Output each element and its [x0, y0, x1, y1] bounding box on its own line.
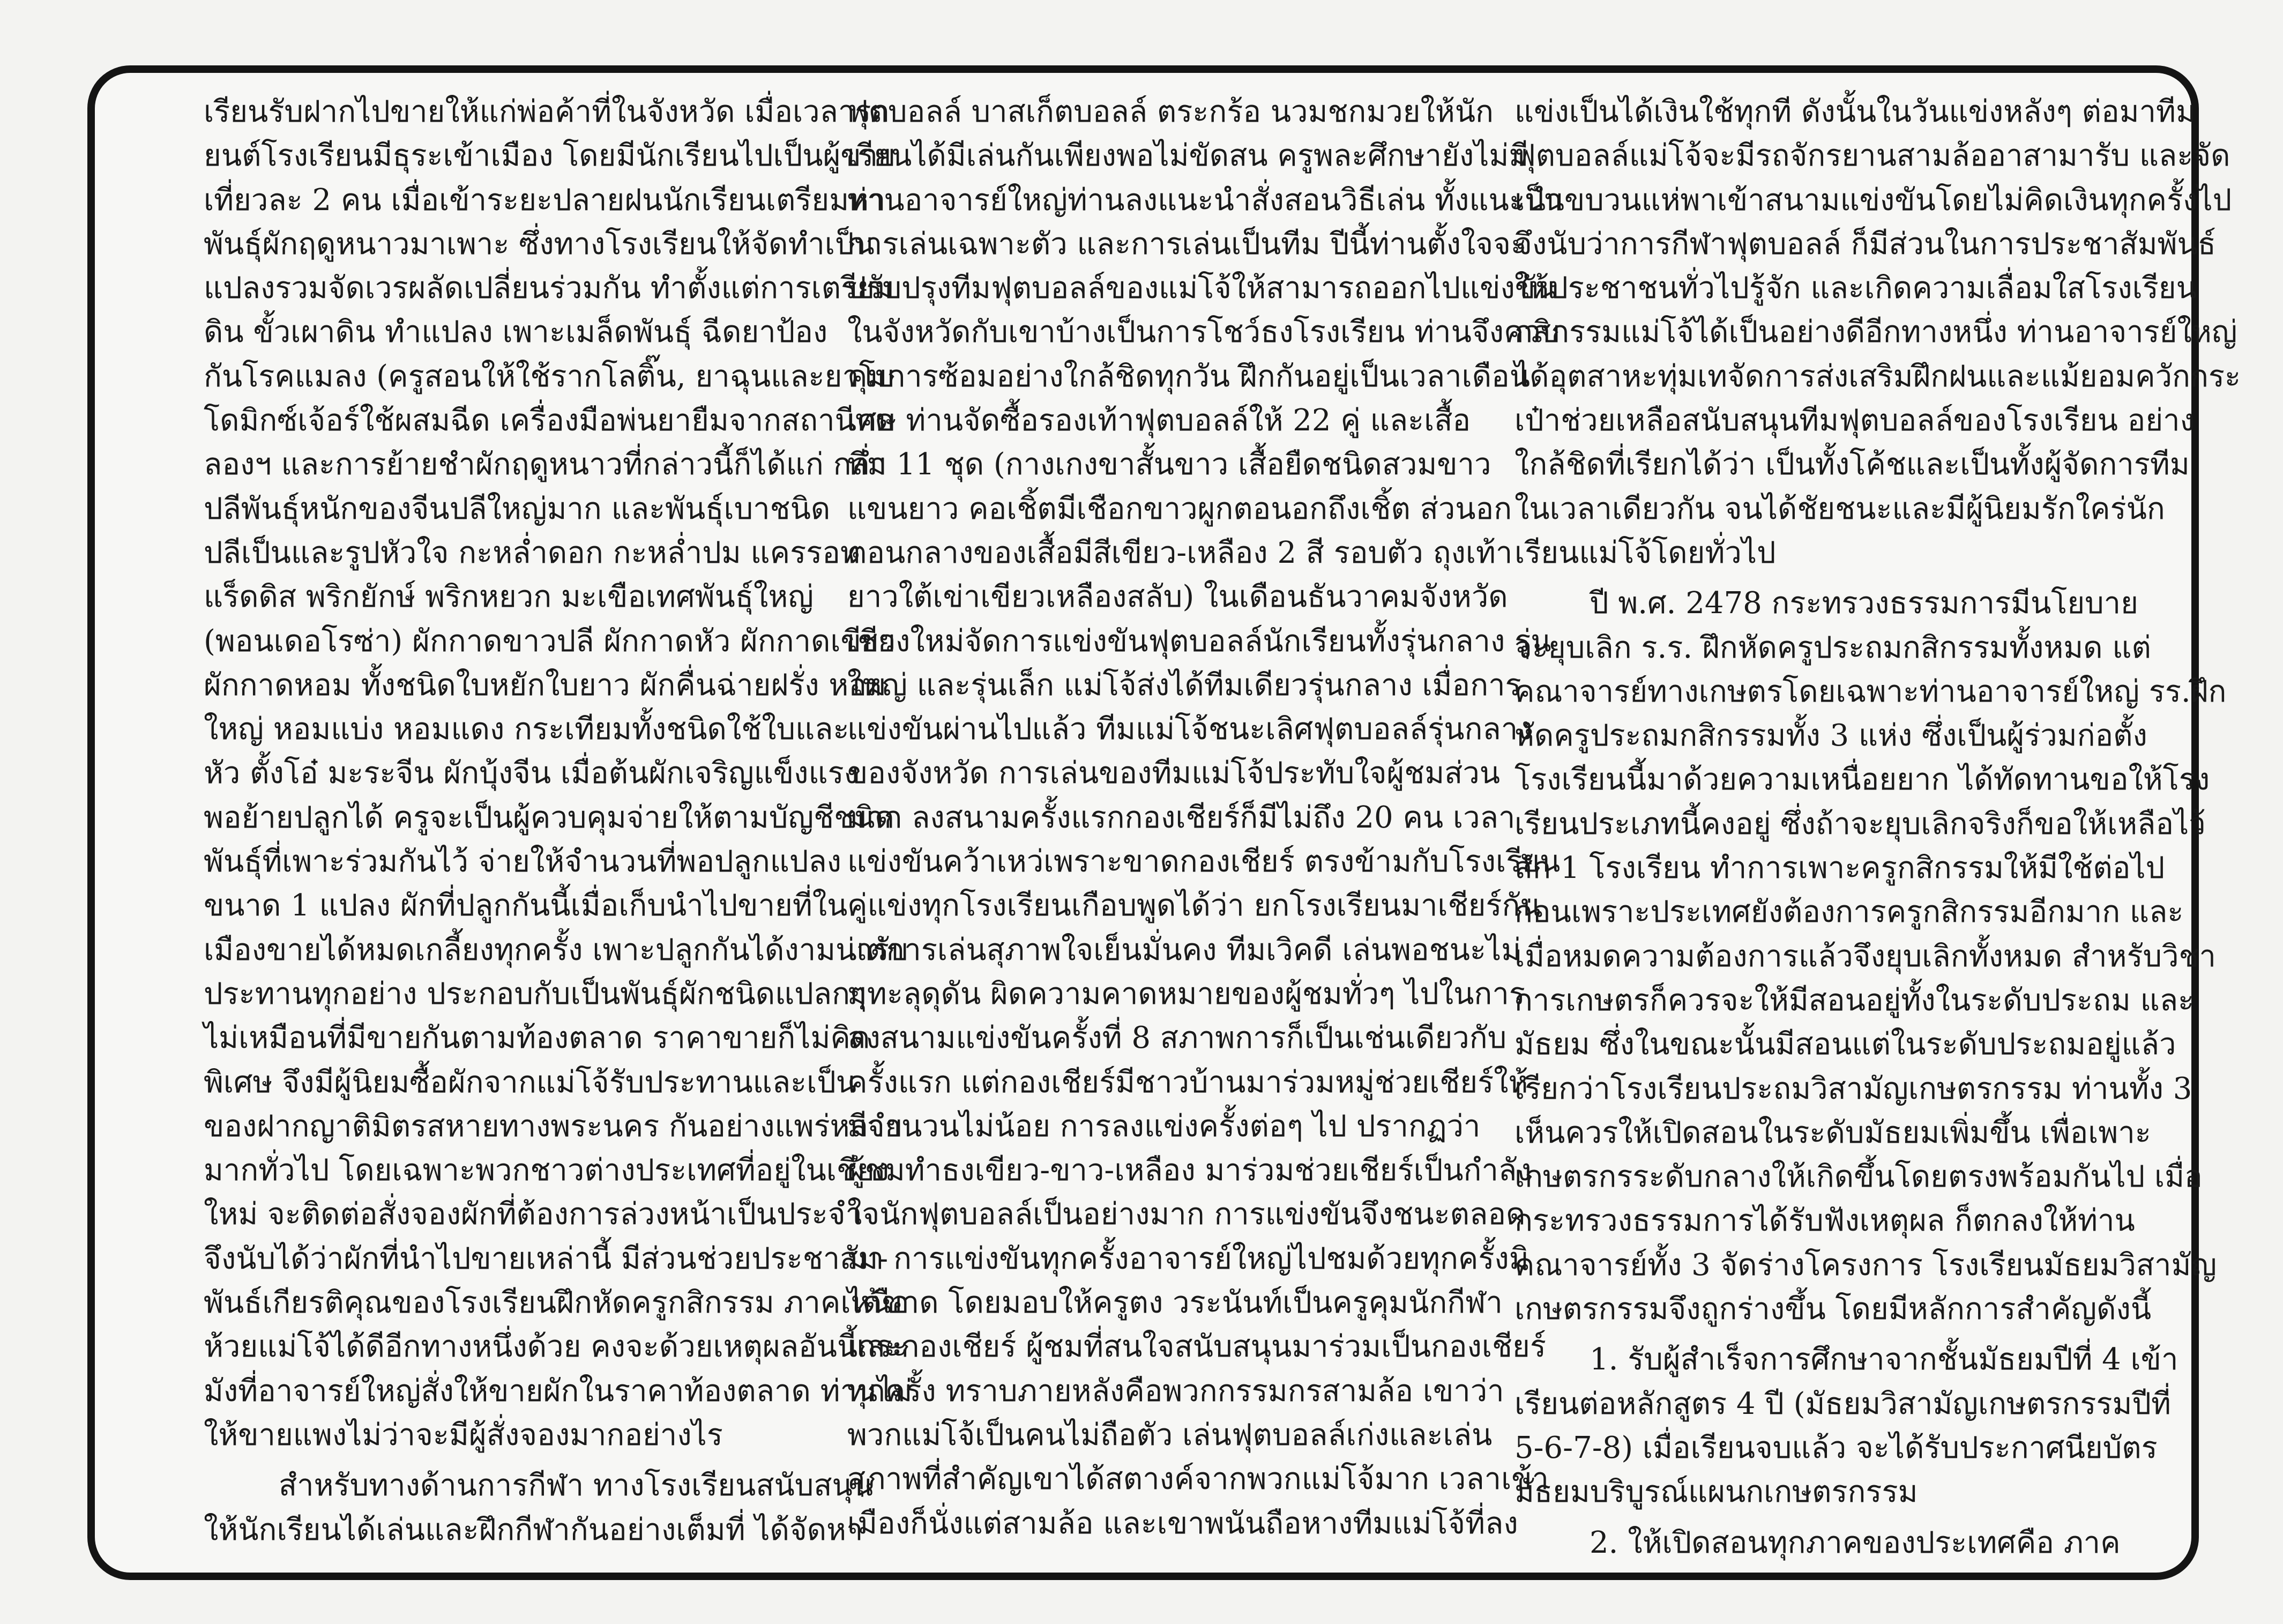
text-line: แขนยาว คอเชิ้ตมีเชือกขาวผูกตอนอกถึงเชิ้ต ส่วนอก [847, 491, 1512, 526]
text-line: พิเศษ จึงมีผู้นิยมซื้อผักจากแม่โจ้รับประทานและเป็น [204, 1064, 857, 1100]
text-line: การเกษตรก็ควรจะให้มีสอนอยู่ทั้งในระดับประถม และ [1514, 982, 2195, 1018]
text-line: เมืองขายได้หมดเกลี้ยงทุกครั้ง เพาะปลูกกันได้งามน่ารับ [204, 932, 908, 967]
text-line: ปี พ.ศ. 2478 กระทรวงธรรมการมีนโยบาย [1590, 586, 2138, 621]
text-line: ใหญ่ และรุ่นเล็ก แม่โจ้ส่งได้ทีมเดียวรุ่นกลาง เมื่อการ [847, 667, 1521, 703]
text-line: ผักกาดหอม ทั้งชนิดใบหยักใบยาว ผักคื่นฉ่ายฝรั่ง หอม [204, 667, 886, 703]
text-line: สำหรับทางด้านการกีฬา ทางโรงเรียนสนับสนุน [279, 1468, 874, 1503]
text-column-left [204, 90, 913, 1552]
text-line: เป๋าช่วยเหลือสนับสนุนทีมฟุตบอลล์ของโรงเรียน อย่าง [1514, 403, 2195, 438]
text-line: แข่งเป็นได้เงินใช้ทุกที ดังนั้นในวันแข่งหลังๆ ต่อมาทีม [1514, 94, 2196, 129]
text-line: ทีม 11 ชุด (กางเกงขาสั้นขาว เสื้อยืดชนิดสวมขาว [847, 447, 1491, 482]
text-line: จึงนับว่าการกีฬาฟุตบอลล์ ก็มีส่วนในการประชาสัมพันธ์ [1514, 226, 2216, 262]
text-line: มัธยมบริบูรณ์แผนกเกษตรกรรม [1514, 1474, 1918, 1510]
text-line: พันธ์เกียรติคุณของโรงเรียนฝึกหัดครูกสิกรรม ภาคเหนือ [204, 1285, 909, 1321]
text-line: คณาจารย์ทั้ง 3 จัดร่างโครงการ โรงเรียนมัธยมวิสามัญ [1514, 1247, 2217, 1283]
text-line: มังที่อาจารย์ใหญ่สั่งให้ขายผักในราคาท้องตลาด ท่านไม่ [204, 1373, 913, 1409]
text-line: คณาจารย์ทางเกษตรโดยเฉพาะท่านอาจารย์ใหญ่ รร.ฝึก [1514, 674, 2227, 709]
text-line: หัดครูประถมกสิกรรมทั้ง 3 แห่ง ซึ่งเป็นผู้ร่วมก่อตั้ง [1514, 718, 2147, 754]
text-line: เรียนรับฝากไปขายให้แก่พ่อค้าที่ในจังหวัด เมื่อเวลารถ [204, 94, 890, 129]
text-line: ของจังหวัด การเล่นของทีมแม่โจ้ประทับใจผู้ชมส่วน [847, 756, 1501, 791]
text-line: เที่ยวละ 2 คน เมื่อเข้าระยะปลายฝนนักเรียนเตรียมหา [204, 182, 886, 218]
text-line: ให้ขายแพงไม่ว่าจะมีผู้สั่งจองมากอย่างไร [204, 1417, 723, 1452]
text-line: พันธุ์ที่เพาะร่วมกันไว้ จ่ายให้จำนวนที่พอปลูกแปลง [204, 844, 842, 880]
text-line: ฟุตบอลล์ บาสเก็ตบอลล์ ตระกร้อ นวมชกมวยให้นัก [847, 94, 1494, 129]
text-line: มุทะลุดุดัน ผิดความคาดหมายของผู้ชมทั่วๆ ไปในการ [847, 976, 1525, 1011]
text-line: มีจำนวนไม่น้อย การลงแข่งครั้งต่อๆ ไป ปรากฏว่า [847, 1108, 1481, 1144]
text-line: 2. ให้เปิดสอนทุกภาคของประเทศคือ ภาค [1590, 1525, 2121, 1560]
text-line: ในจังหวัดกับเขาบ้างเป็นการโชว์ธงโรงเรียน ท่านจึงควบ [847, 315, 1560, 350]
text-line: แข่งขันคว้าเหว่เพราะขาดกองเชียร์ ตรงข้ามกับโรงเรียน [847, 844, 1561, 880]
text-line: จะยุบเลิก ร.ร. ฝึกหัดครูประถมกสิกรรมทั้งหมด แต่ [1514, 630, 2151, 665]
text-line: การเล่นเฉพาะตัว และการเล่นเป็นทีม ปีนี้ท่านตั้งใจจะ [847, 226, 1527, 262]
text-line: คุมการซ้อมอย่างใกล้ชิดทุกวัน ฝึกกันอยู่เป็นเวลาเดือน [847, 359, 1530, 394]
text-line: ยนต์โรงเรียนมีธุระเข้าเมือง โดยมีนักเรียนไปเป็นผู้ขาย [204, 138, 896, 174]
text-line: ได้ขาด โดยมอบให้ครูตง วระนันท์เป็นครูคุมนักกีฬา [847, 1285, 1503, 1321]
text-line: ยาวใต้เข่าเขียวเหลืองสลับ) ในเดือนธันวาคมจังหวัด [847, 579, 1508, 615]
text-line: ขนาด 1 แปลง ผักที่ปลูกกันนี้เมื่อเก็บนำไปขายที่ใน [204, 888, 848, 923]
text-line: เห็นควรให้เปิดสอนในระดับมัธยมเพิ่มขึ้น เพื่อเพาะ [1514, 1115, 2151, 1150]
text-line: คู่แข่งทุกโรงเรียนเกือบพูดได้ว่า ยกโรงเรียนมาเชียร์กัน [847, 888, 1541, 923]
text-line: เกษตรกรระดับกลางให้เกิดขึ้นโดยตรงพร้อมกันไป เมื่อ [1514, 1159, 2203, 1195]
text-line: ในเวลาเดียวกัน จนได้ชัยชนะและมีผู้นิยมรักใคร่นัก [1514, 491, 2165, 526]
text-column-middle [847, 90, 1563, 1546]
text-line: เศษ ท่านจัดซื้อรองเท้าฟุตบอลล์ให้ 22 คู่ และเสื้อ [847, 403, 1471, 438]
text-column-right [1514, 90, 2241, 1565]
text-line: ใหญ่ หอมแบ่ง หอมแดง กระเทียมทั้งชนิดใช้ใบและ [204, 712, 849, 747]
text-line: ให้ประชาชนทั่วไปรู้จัก และเกิดความเลื่อมใสโรงเรียน [1514, 271, 2197, 306]
text-line: มัธยม ซึ่งในขณะนั้นมีสอนแต่ในระดับประถมอยู่แล้ว [1514, 1027, 2176, 1062]
text-line: หัว ตั้งโอ๋ มะระจีน ผักบุ้งจีน เมื่อต้นผักเจริญแข็งแรง [204, 756, 859, 791]
text-line: กระทรวงธรรมการได้รับฟังเหตุผล ก็ตกลงให้ท่าน [1514, 1203, 2135, 1239]
text-line: เรียนประเภทนี้คงอยู่ ซึ่งถ้าจะยุบเลิกจริงก็ขอให้เหลือไว้ [1514, 806, 2206, 841]
text-line: ของฝากญาติมิตรสหายทางพระนคร กันอย่างแพร่หลาย [204, 1108, 903, 1144]
text-line: ครั้งแรก แต่กองเชียร์มีชาวบ้านมาร่วมหมู่ช่วยเชียร์ให้ [847, 1064, 1528, 1100]
text-line: ฟุตบอลล์แม่โจ้จะมีรถจักรยานสามล้ออาสามารับ และจัด [1514, 138, 2230, 174]
text-line: พอย้ายปลูกได้ ครูจะเป็นผู้ควบคุมจ่ายให้ตามบัญชีชนิด [204, 800, 894, 835]
text-line: ลงสนามแข่งขันครั้งที่ 8 สภาพการก็เป็นเช่นเดียวกับ [847, 1020, 1507, 1056]
text-line: สัก 1 โรงเรียน ทำการเพาะครูกสิกรรมให้มีใช้ต่อไป [1514, 851, 2165, 886]
text-line: ปรับปรุงทีมฟุตบอลล์ของแม่โจ้ให้สามารถออกไปแข่งขัน [847, 271, 1556, 306]
text-line: เรียกว่าโรงเรียนประถมวิสามัญเกษตรกรรม ท่านทั้ง 3 [1514, 1071, 2192, 1106]
text-line: แปลงรวมจัดเวรผลัดเปลี่ยนร่วมกัน ทำตั้งแต่การเตรียม [204, 271, 894, 306]
text-line: เมื่อหมดความต้องการแล้วจึงยุบเลิกทั้งหมด สำหรับวิชา [1514, 938, 2216, 974]
text-line: เรียนต่อหลักสูตร 4 ปี (มัธยมวิสามัญเกษตรกรรมปีที่ [1514, 1386, 2171, 1421]
text-line: ไม่เหมือนที่มีขายกันตามท้องตลาด ราคาขายก็ไม่คิด [204, 1020, 870, 1056]
text-line: เรียนแม่โจ้โดยทั่วไป [1514, 535, 1776, 570]
text-line: กสิกรรมแม่โจ้ได้เป็นอย่างดีอีกทางหนึ่ง ท่านอาจารย์ใหญ่ [1514, 315, 2237, 350]
text-line: จึงนับได้ว่าผักที่นำไปขายเหล่านี้ มีส่วนช่วยประชาสัม- [204, 1241, 889, 1276]
text-line: พันธุ์ผักฤดูหนาวมาเพาะ ซึ่งทางโรงเรียนให้จัดทำเป็น [204, 226, 875, 262]
text-line: ใจนักฟุตบอลล์เป็นอย่างมาก การแข่งขันจึงชนะตลอด [847, 1197, 1526, 1232]
text-line: แร็ดดิส พริกยักษ์ พริกหยวก มะเขือเทศพันธุ์ใหญ่ [204, 579, 814, 615]
text-line: มา การแข่งขันทุกครั้งอาจารย์ใหญ่ไปชมด้วยทุกครั้งมิ [847, 1241, 1529, 1276]
text-line: ผู้ชมทำธงเขียว-ขาว-เหลือง มาร่วมช่วยเชียร์เป็นกำลัง [847, 1153, 1532, 1188]
text-line: เกษตรกรรมจึงถูกร่างขึ้น โดยมีหลักการสำคัญดังนี้ [1514, 1292, 2152, 1327]
text-line: แต่การเล่นสุภาพใจเย็นมั่นคง ทีมเวิคดี เล่นพอชนะไม่ [847, 932, 1521, 967]
text-line: ก่อนเพราะประเทศยังต้องการครูกสิกรรมอีกมาก และ [1514, 895, 2184, 930]
text-line: กันโรคแมลง (ครูสอนให้ใช้รากโลติ๊น, ยาฉุนและยาโบ [204, 359, 894, 394]
text-line: ท่านอาจารย์ใหญ่ท่านลงแนะนำสั่งสอนวิธีเล่น ทั้งแนะนำ [847, 182, 1563, 218]
text-line: สุภาพที่สำคัญเขาได้สตางค์จากพวกแม่โจ้มาก เวลาเข้า [847, 1462, 1549, 1497]
text-line: ได้อุตสาหะทุ่มเทจัดการส่งเสริมฝึกฝนและแม้ยอมควักกระ [1514, 359, 2241, 394]
text-line: และกองเชียร์ ผู้ชมที่สนใจสนับสนุนมาร่วมเป็นกองเชียร์ [847, 1329, 1546, 1365]
text-line: มาก ลงสนามครั้งแรกกองเชียร์ก็มีไม่ถึง 20 คน เวลา [847, 800, 1516, 835]
text-line: ประทานทุกอย่าง ประกอบกับเป็นพันธุ์ผักชนิดแปลกๆ [204, 976, 867, 1011]
text-line: เชียงใหม่จัดการแข่งขันฟุตบอลล์นักเรียนทั้งรุ่นกลาง รุ่น [847, 623, 1551, 659]
text-line: โรงเรียนนี้มาด้วยความเหนื่อยยาก ได้ทัดทานขอให้โรง [1514, 762, 2210, 798]
text-line: เรียนได้มีเล่นกันเพียงพอไม่ขัดสน ครูพละศึกษายังไม่มี [847, 138, 1529, 174]
text-line: เมืองก็นั่งแต่สามล้อ และเขาพนันถือหางทีมแม่โจ้ที่ลง [847, 1506, 1518, 1541]
text-line: ทุกครั้ง ทราบภายหลังคือพวกกรรมกรสามล้อ เขาว่า [847, 1373, 1504, 1409]
text-line: ให้นักเรียนได้เล่นและฝึกกีฬากันอย่างเต็มที่ ได้จัดหา [204, 1512, 863, 1547]
text-line: ปลีเป็นและรูปหัวใจ กะหล่ำดอก กะหล่ำปม แครรอท [204, 535, 860, 570]
text-line: ใหม่ จะติดต่อสั่งจองผักที่ต้องการล่วงหน้าเป็นประจำ [204, 1197, 862, 1232]
text-line: 1. รับผู้สำเร็จการศึกษาจากชั้นมัธยมปีที่ 4 เข้า [1590, 1342, 2178, 1377]
text-line: แข่งขันผ่านไปแล้ว ทีมแม่โจ้ชนะเลิศฟุตบอลล์รุ่นกลาง [847, 712, 1533, 747]
text-line: ตอนกลางของเสื้อมีสีเขียว-เหลือง 2 สี รอบตัว ถุงเท้า [847, 535, 1513, 570]
text-line: ห้วยแม่โจ้ได้ดีอีกทางหนึ่งด้วย คงจะด้วยเหตุผลอันนี้กระ [204, 1329, 908, 1365]
text-line: พวกแม่โจ้เป็นคนไม่ถือตัว เล่นฟุตบอลล์เก่งและเล่น [847, 1417, 1493, 1452]
text-line: มากทั่วไป โดยเฉพาะพวกชาวต่างประเทศที่อยู่ในเชียง [204, 1153, 890, 1188]
text-line: เป็นขบวนแห่พาเข้าสนามแข่งขันโดยไม่คิดเงินทุกครั้งไป [1514, 182, 2232, 218]
text-line: (พอนเดอโรซ่า) ผักกาดขาวปลี ผักกาดหัว ผักกาดเขียว [204, 623, 896, 659]
text-line: ดิน ขั้วเผาดิน ทำแปลง เพาะเมล็ดพันธุ์ ฉีดยาป้อง [204, 315, 828, 350]
text-line: ใกล้ชิดที่เรียกได้ว่า เป็นทั้งโค้ชและเป็นทั้งผู้จัดการทีม [1514, 447, 2190, 482]
text-line: ปลีพันธุ์หนักของจีนปลีใหญ่มาก และพันธุ์เบาชนิด [204, 491, 831, 526]
text-line: โดมิกซ์เจ้อร์ใช้ผสมฉีด เครื่องมือพ่นยายืมจากสถานีทด [204, 403, 895, 438]
text-line: 5-6-7-8) เมื่อเรียนจบแล้ว จะได้รับประกาศนียบัตร [1514, 1430, 2158, 1465]
text-line: ลองฯ และการย้ายชำผักฤดูหนาวที่กล่าวนี้ก็ได้แก่ กล่ำ [204, 447, 887, 482]
